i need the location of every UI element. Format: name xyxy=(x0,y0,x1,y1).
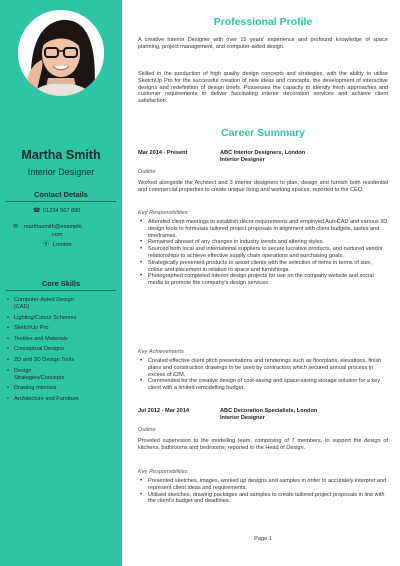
job-role: Interior Designer xyxy=(220,157,265,163)
profile-paragraph-1: A creative Interior Designer with over 15 years' experience and profound knowledge of space planning, project management, and computer-aided design. xyxy=(138,37,388,50)
location-pin-icon: ⦿ xyxy=(43,242,50,248)
skill-item: • 2D and 3D Design Tools xyxy=(7,357,119,364)
profile-paragraph-2: Skilled in the production of high quality design concepts and strategies, with the ability to utilise SketchUp Pro for the successful creation of new ideas and concepts, the development of interactive designs and redefinition of design briefs. Possesses the capacity to identify fresh approaches and customer requirements to deliver fascinating interior decoration services and achieve client satisfaction. xyxy=(138,71,388,105)
career-heading: Career Summary xyxy=(220,127,306,139)
phone-text: 01234 567 890 xyxy=(43,208,81,214)
job-role: Interior Designer xyxy=(220,415,265,421)
job-outline: Worked alongside the Architect and 3 interior designers to plan, design and furnish both residential and commercial properties to create unique living and working spaces; reported to the CEO. xyxy=(138,180,388,193)
contact-heading: Contact Details xyxy=(34,190,88,199)
list-item: • Presented sketches, images, worked up designs and samples in order to accurately interpret and represent client ideas and requirements. xyxy=(140,478,388,492)
job-dates: Jul 2012 - Mar 2014 xyxy=(138,408,189,414)
job-dates: Mar 2014 - Present xyxy=(138,150,188,156)
job-outline-label: Outline xyxy=(138,169,156,175)
list-item: • Sourced both local and international suppliers to secure lucrative products, and nurtured vendor relationships to achieve effective supply chain operations and purchasing goals. xyxy=(140,246,388,260)
skill-item: • SketchUp Pro xyxy=(7,325,119,332)
job-outline-label: Outline xyxy=(138,427,156,433)
skill-item: • Design Strategies/Concepts xyxy=(7,368,119,382)
job-achievements-label: Key Achievements xyxy=(138,349,184,355)
job-company: ABC Interior Designers, London xyxy=(220,150,306,156)
page-number: Page 1 xyxy=(254,536,272,542)
skill-item: • Drawing Interiors xyxy=(7,385,119,392)
email-text-line2: com xyxy=(52,232,63,238)
list-item: • Commended for the creative design of cost-saving and space-saving storage solution for a key client with a limited remodelling budget. xyxy=(140,378,388,392)
skill-item: • Architecture and Furniture xyxy=(7,396,119,403)
list-item: • Remained abreast of any changes in industry trends and altering styles. xyxy=(140,239,388,246)
job-responsibilities-label: Key Responsibilities xyxy=(138,469,188,475)
skill-item: • Conceptual Designs xyxy=(7,346,119,353)
job-outline: Provided supervision to the modelling team, comprising of 7 members, to support the design of kitchens, bathrooms and bedrooms; reported to the Head of Design. xyxy=(138,438,388,451)
job-responsibilities-list xyxy=(140,478,388,505)
profile-heading: Professional Profile xyxy=(213,16,313,28)
list-item: • Strategically presented products to assist clients with the selection of items in terms of size, colour and placement in relation to space and furnishings. xyxy=(140,260,388,274)
candidate-name: Martha Smith xyxy=(21,148,101,162)
candidate-job-title: Interior Designer xyxy=(27,167,95,177)
list-item: • Attended client meetings to establish décor requirements and employed AutoCAD and various 3D design tools to formulate tailored project proposals in alignment with client budgets, tastes and timeframes. xyxy=(140,219,388,239)
skills-heading: Core Skills xyxy=(41,279,81,288)
list-item: • Photographed completed interior design projects for use on the company website and social media to promote the company's design services. xyxy=(140,273,388,287)
location-text: London xyxy=(53,242,72,248)
job-header xyxy=(138,150,388,164)
skills-list xyxy=(7,297,119,406)
email-text-line1: marthasmith@example. xyxy=(24,224,84,230)
list-item: • Utilised sketches, drawing packages and samples to create tailored project proposals in line with the client's budget and deadlines. xyxy=(140,492,388,506)
job-company: ABC Decoration Specialists, London xyxy=(220,408,318,414)
phone-icon: ☎ xyxy=(33,208,41,214)
skill-item: • Textiles and Materials xyxy=(7,336,119,343)
email-icon: ✉ xyxy=(13,224,19,230)
job-responsibilities-label: Key Responsibilities xyxy=(138,210,188,216)
skill-item: • Lighting/Colour Schemes xyxy=(7,315,119,322)
job-responsibilities-list xyxy=(140,219,388,287)
skills-divider xyxy=(6,290,116,291)
list-item: • Created effective client pitch presentations and renderings such as floorplans, elevations, finish plans and construction drawings to be used by contractors which secured annual process in excess of £2M. xyxy=(140,358,388,378)
contact-divider xyxy=(6,201,116,202)
skill-item: • Computer-Aided Design (CAD) xyxy=(7,297,119,311)
job-header xyxy=(138,408,388,422)
job-achievements-list xyxy=(140,358,388,392)
profile-photo xyxy=(18,10,104,96)
sidebar xyxy=(0,0,122,566)
